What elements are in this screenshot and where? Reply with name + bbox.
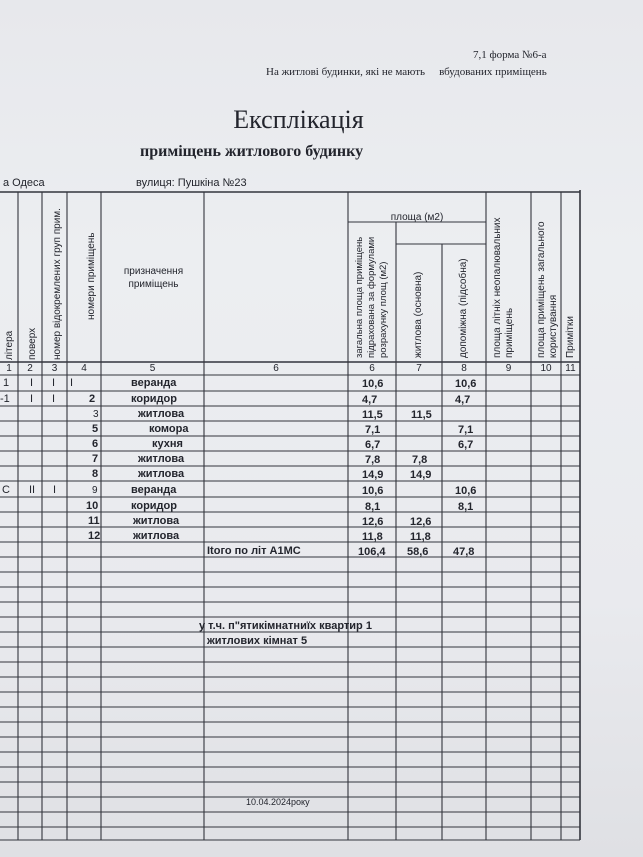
col-header-common-area: площа приміщень загального користування bbox=[536, 221, 559, 358]
cell-living-area: 12,6 bbox=[410, 516, 432, 528]
cell-total-area: 7,8 bbox=[365, 454, 381, 466]
cell-aux-area: 4,7 bbox=[455, 394, 471, 406]
col-header-total-area: загальна площа приміщень підрахована за формулами розрахунку площ (м2) bbox=[354, 236, 389, 358]
cell-total-area: 10,6 bbox=[362, 485, 384, 497]
col-number: 5 bbox=[149, 363, 156, 374]
document-date: 10.04.2024року bbox=[246, 797, 310, 807]
col-header-notes: Примітки bbox=[565, 316, 576, 358]
cell-room-number: 8 bbox=[92, 468, 99, 480]
cell-purpose: веранда bbox=[131, 377, 177, 389]
cell-purpose: житлова bbox=[138, 468, 185, 480]
col-number: 9 bbox=[505, 363, 512, 374]
cell-floor: II bbox=[29, 484, 36, 496]
cell-purpose: кухня bbox=[152, 438, 183, 450]
col-header-aux-area: допоміжна (підсобна) bbox=[458, 258, 469, 358]
col-header-floor: поверх bbox=[27, 327, 38, 360]
cell-purpose: веранда bbox=[131, 484, 177, 496]
col-number: 1 bbox=[6, 363, 12, 374]
cell-room-number: 6 bbox=[92, 438, 99, 450]
cell-purpose: коридор bbox=[131, 500, 177, 512]
cell-litera: 1 bbox=[3, 377, 10, 389]
cell-aux-area: 6,7 bbox=[458, 439, 474, 451]
total-row-total-area: 106,4 bbox=[358, 546, 386, 558]
col-number: 10 bbox=[540, 363, 552, 374]
street-label: вулиця: Пушкіна №23 bbox=[136, 177, 247, 189]
cell-total-area: 14,9 bbox=[362, 469, 384, 481]
cell-living-area: 7,8 bbox=[412, 454, 428, 466]
cell-purpose: житлова bbox=[133, 515, 180, 527]
applicability-note-right: вбудованих приміщень bbox=[439, 66, 547, 78]
cell-purpose: житлова bbox=[138, 408, 185, 420]
col-header-purpose: призначення приміщень bbox=[123, 266, 184, 290]
cell-room-number: 9 bbox=[92, 485, 98, 496]
col-number: 6 bbox=[273, 363, 279, 374]
cell-purpose: комора bbox=[149, 423, 189, 435]
cell-room-number: 5 bbox=[92, 423, 99, 435]
cell-room-number: 3 bbox=[93, 409, 99, 420]
cell-total-area: 7,1 bbox=[365, 424, 381, 436]
cell-room-number: 2 bbox=[89, 393, 96, 405]
apartments-summary: у т.ч. п"ятикімнатниїх квартир 1 bbox=[199, 620, 372, 632]
cell-aux-area: 7,1 bbox=[458, 424, 474, 436]
col-number: 2 bbox=[27, 363, 33, 374]
cell-group: I bbox=[53, 484, 57, 496]
cell-living-area: 11,8 bbox=[410, 531, 431, 543]
cell-total-area: 6,7 bbox=[365, 439, 381, 451]
cell-litera: -1 bbox=[0, 393, 10, 405]
col-number: 11 bbox=[565, 363, 576, 374]
col-header-litera: літера bbox=[4, 330, 15, 360]
col-header-group: номер відокремлених груп прим. bbox=[52, 208, 63, 360]
cell-room-number: I bbox=[70, 377, 74, 389]
col-number: 4 bbox=[81, 363, 87, 374]
cell-total-area: 11,8 bbox=[362, 531, 383, 543]
document-title-text: Експлікація bbox=[233, 105, 364, 134]
cell-purpose: житлова bbox=[138, 453, 185, 465]
cell-living-area: 11,5 bbox=[411, 409, 432, 421]
area-group-header: площа (м2) bbox=[390, 212, 444, 223]
cell-aux-area: 10,6 bbox=[455, 485, 477, 497]
cell-aux-area: 8,1 bbox=[458, 501, 474, 513]
cell-room-number: 10 bbox=[86, 500, 99, 512]
cell-total-area: 4,7 bbox=[362, 394, 378, 406]
cell-group: I bbox=[52, 377, 56, 389]
cell-floor: I bbox=[30, 377, 34, 389]
col-header-room-number: номери приміщень bbox=[86, 232, 97, 320]
cell-floor: I bbox=[30, 393, 34, 405]
total-row-label: Itого по літ А1МС bbox=[207, 545, 301, 557]
col-header-summer-area: площа літніх неопалювальних приміщень bbox=[492, 217, 515, 358]
col-number: 3 bbox=[51, 363, 58, 374]
cell-total-area: 12,6 bbox=[362, 516, 384, 528]
cell-group: I bbox=[52, 393, 56, 405]
document-subtitle: приміщень житлового будинку bbox=[140, 143, 364, 160]
col-number: 7 bbox=[416, 363, 422, 374]
cell-total-area: 8,1 bbox=[365, 501, 381, 513]
rooms-summary: житлових кімнат 5 bbox=[207, 635, 308, 647]
col-number: 6 bbox=[369, 363, 375, 374]
cell-litera: C bbox=[2, 484, 10, 496]
col-number: 8 bbox=[461, 363, 467, 374]
cell-purpose: житлова bbox=[133, 530, 180, 542]
cell-living-area: 14,9 bbox=[410, 469, 432, 481]
form-number: 7,1 форма №6-а bbox=[473, 49, 547, 61]
cell-room-number: 11 bbox=[88, 515, 100, 527]
total-row-aux-area: 47,8 bbox=[453, 546, 475, 558]
cell-total-area: 10,6 bbox=[362, 378, 384, 390]
cell-room-number: 12 bbox=[88, 530, 101, 542]
col-header-living-area: житлова (основна) bbox=[413, 271, 424, 358]
total-row-living-area: 58,6 bbox=[407, 546, 429, 558]
cell-room-number: 7 bbox=[92, 453, 99, 465]
cell-purpose: коридор bbox=[131, 393, 177, 405]
city-label: а Одеса bbox=[3, 177, 45, 189]
cell-total-area: 11,5 bbox=[362, 409, 383, 421]
applicability-note-left: На житлові будинки, які не мають bbox=[266, 66, 426, 78]
cell-aux-area: 10,6 bbox=[455, 378, 477, 390]
